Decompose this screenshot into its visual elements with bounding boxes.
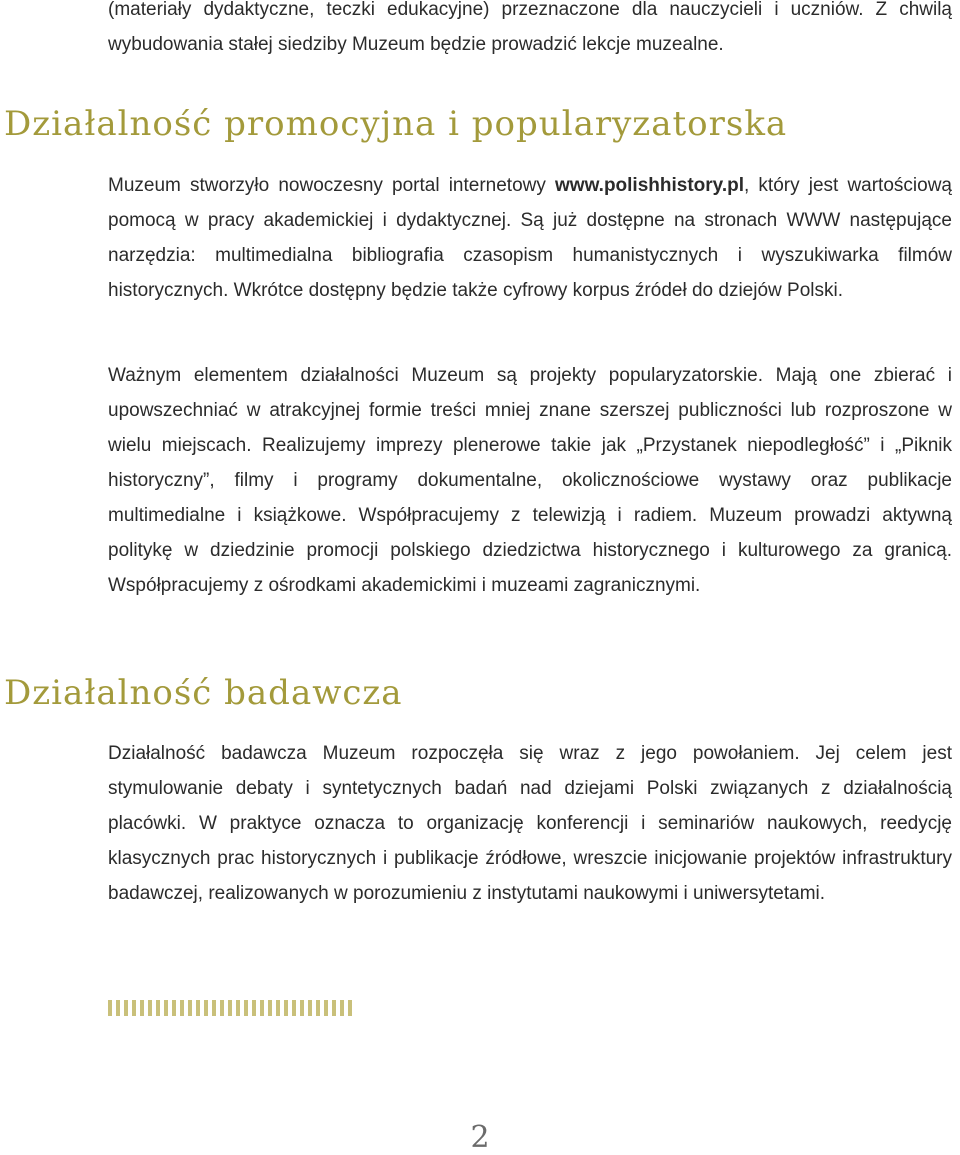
- intro-paragraph: (materiały dydaktyczne, teczki edukacyjne) przeznaczone dla nauczycieli i uczniów. Z chwilą wybudowania stałej siedziby Muzeum będzie prowadzić lekcje muzealne.: [108, 0, 952, 55]
- page-number: 2: [470, 1120, 490, 1155]
- promotion-paragraph-projects: Ważnym elementem działalności Muzeum są projekty popularyzatorskie. Mają one zbierać i upowszechniać w atrakcyjnej formie treści mniej znane szerszej publiczności lub rozproszone w wielu miejscach. Realizujemy imprezy plenerowe takie jak „Przystanek niepodległość” i „Piknik historyczny”, filmy i programy dokumentalne, okolicznościowe wystawy oraz publikacje multimedialne i książkowe. Współpracujemy z telewizją i radiem. Muzeum prowadzi aktywną politykę w dziedzinie promocji polskiego dziedzictwa historycznego i kulturowego za granicą. Współpracujemy z ośrodkami akademickimi i muzeami zagranicznymi.: [108, 365, 952, 596]
- promotion-text-before-link: Muzeum stworzyło nowoczesny portal internetowy: [108, 175, 556, 196]
- section-heading-promotion: Działalność promocyjna i popularyzatorska: [4, 104, 788, 144]
- portal-link[interactable]: www.polishhistory.pl: [555, 175, 744, 196]
- promotion-paragraph-portal: [108, 168, 952, 308]
- section-heading-research: Działalność badawcza: [4, 673, 403, 713]
- research-paragraph: Działalność badawcza Muzeum rozpoczęła się wraz z jego powołaniem. Jej celem jest stymulowanie debaty i syntetycznych badań nad dziejami Polski związanych z działalnością placówki. W praktyce oznacza to organizację konferencji i seminariów naukowych, reedycję klasycznych prac historycznych i publikacje źródłowe, wreszcie inicjowanie projektów infrastruktury badawczej, realizowanych w porozumieniu z instytutami naukowymi i uniwersytetami.: [108, 743, 952, 904]
- promotion-text-after-link: , który jest wartościową pomocą w pracy akademickiej i dydaktycznej. Są już dostępne na stronach WWW następujące narzędzia: multimedialna bibliografia czasopism humanistycznych i wyszukiwarka filmów historycznych. Wkrótce dostępny będzie także cyfrowy korpus źródeł do dziejów Polski.: [108, 175, 952, 301]
- decorative-bar-ornament: [108, 1000, 352, 1016]
